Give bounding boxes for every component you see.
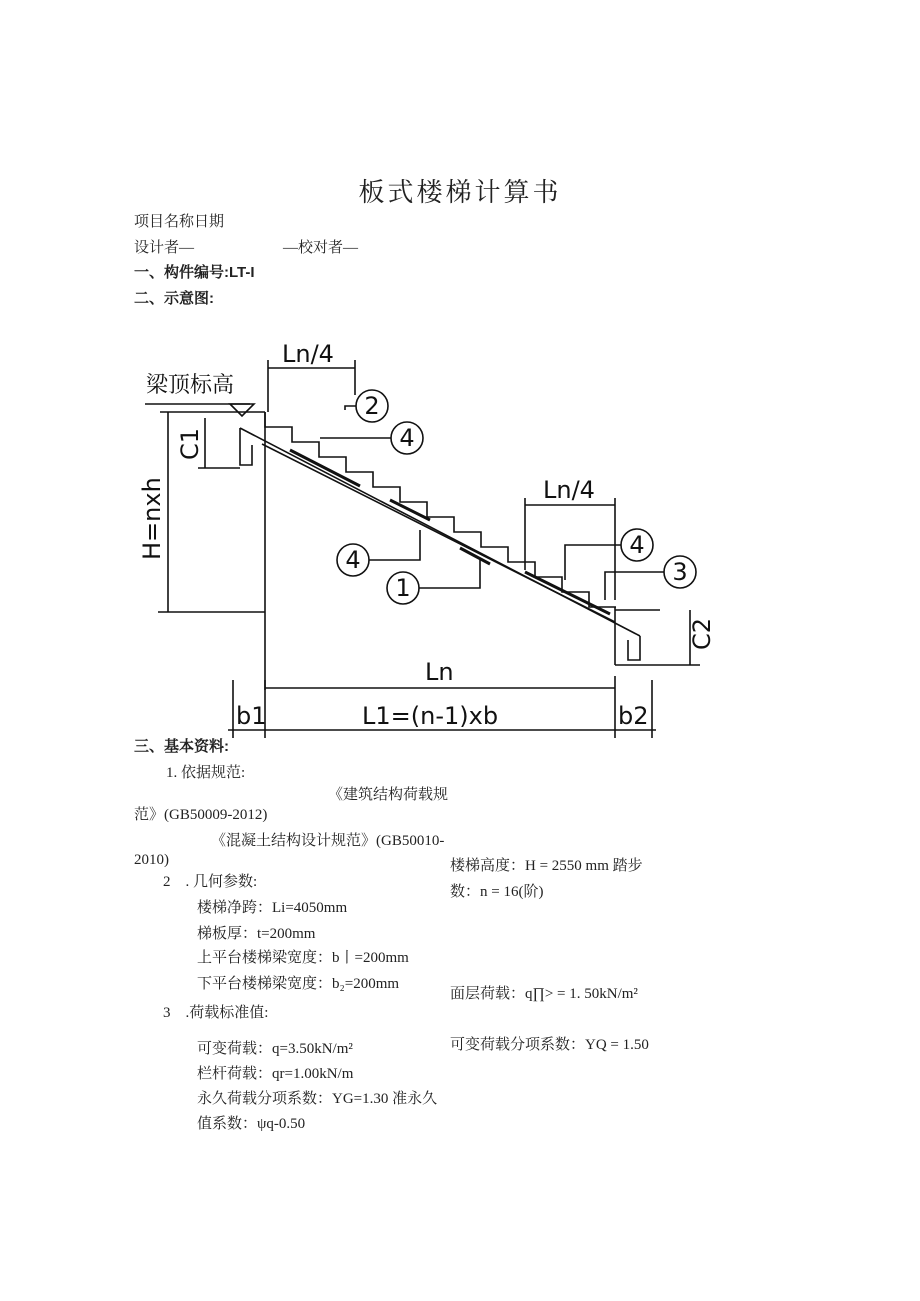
project-line: 项目名称日期 — [134, 214, 225, 230]
callout-leader — [605, 572, 664, 600]
c2-label: C2 — [688, 617, 716, 650]
callout-leader — [345, 406, 356, 410]
stair-height-a: 楼梯高度：H = 2550 mm 踏步 — [450, 858, 643, 874]
callout-number: 4 — [399, 424, 415, 452]
code2-line-a: 《混凝土结构设计规范》(GB50010- — [211, 833, 445, 849]
dead-load-factor-b: 值系数：ψq-0.50 — [197, 1116, 306, 1132]
ln4-left-label: Ln/4 — [282, 340, 334, 368]
section-1-heading: 一、构件编号:LT-I — [134, 264, 255, 281]
code-heading: 1. 依据规范: — [166, 765, 246, 781]
b1-label: b1 — [236, 702, 267, 730]
stair-height-b: 数：n = 16(阶) — [450, 884, 544, 900]
ln-label: Ln — [425, 658, 454, 686]
callout-number: 1 — [395, 574, 411, 602]
surface-load: 面层荷载：q∏> = 1. 50kN/m² — [450, 986, 638, 1002]
beam-top-label: 梁顶标高 — [146, 373, 235, 398]
live-load: 可变荷载：q=3.50kN/m² — [197, 1041, 353, 1057]
b2-label: b2 — [618, 702, 649, 730]
checker-label: —校对者— — [283, 240, 359, 256]
dead-load-factor-a: 永久荷载分项系数：YG=1.30 准永久 — [197, 1091, 438, 1107]
slab-thickness: 梯板厚：t=200mm — [197, 926, 316, 942]
designer-label: 设计者— — [134, 240, 195, 256]
clear-span: 楼梯净跨：Li=4050mm — [197, 900, 348, 916]
height-dim-label: H=nxh — [138, 477, 166, 560]
callout-leader — [565, 545, 621, 580]
upper-beam-width: 上平台楼梯梁宽度：b丨=200mm — [197, 950, 409, 966]
load-heading: 3 .荷载标准值: — [163, 1005, 269, 1021]
code2-line-b: 2010) — [134, 852, 169, 868]
lower-beam-width: 下平台楼梯梁宽度：b₂=200mm — [197, 976, 400, 992]
code1-line-a: 《建筑结构荷载规 — [328, 787, 449, 803]
section-2-heading: 二、示意图: — [134, 290, 214, 307]
callout-number: 2 — [364, 392, 380, 420]
callout-number: 4 — [629, 531, 645, 559]
ln4-right-label: Ln/4 — [543, 476, 595, 504]
code1-line-b: 范》(GB50009-2012) — [134, 807, 268, 823]
railing-load: 栏杆荷载：qr=1.00kN/m — [197, 1066, 354, 1082]
geometry-heading: 2 . 几何参数: — [163, 874, 258, 890]
section-3-heading: 三、基本资料: — [134, 738, 229, 755]
callout-number: 4 — [345, 546, 361, 574]
document-title: 板式楼梯计算书 — [358, 178, 562, 208]
callout-number: 3 — [672, 558, 688, 586]
l1-label: L1=(n-1)xb — [362, 702, 499, 730]
c1-label: C1 — [176, 427, 204, 460]
live-load-factor: 可变荷载分项系数：YQ = 1.50 — [450, 1037, 649, 1053]
